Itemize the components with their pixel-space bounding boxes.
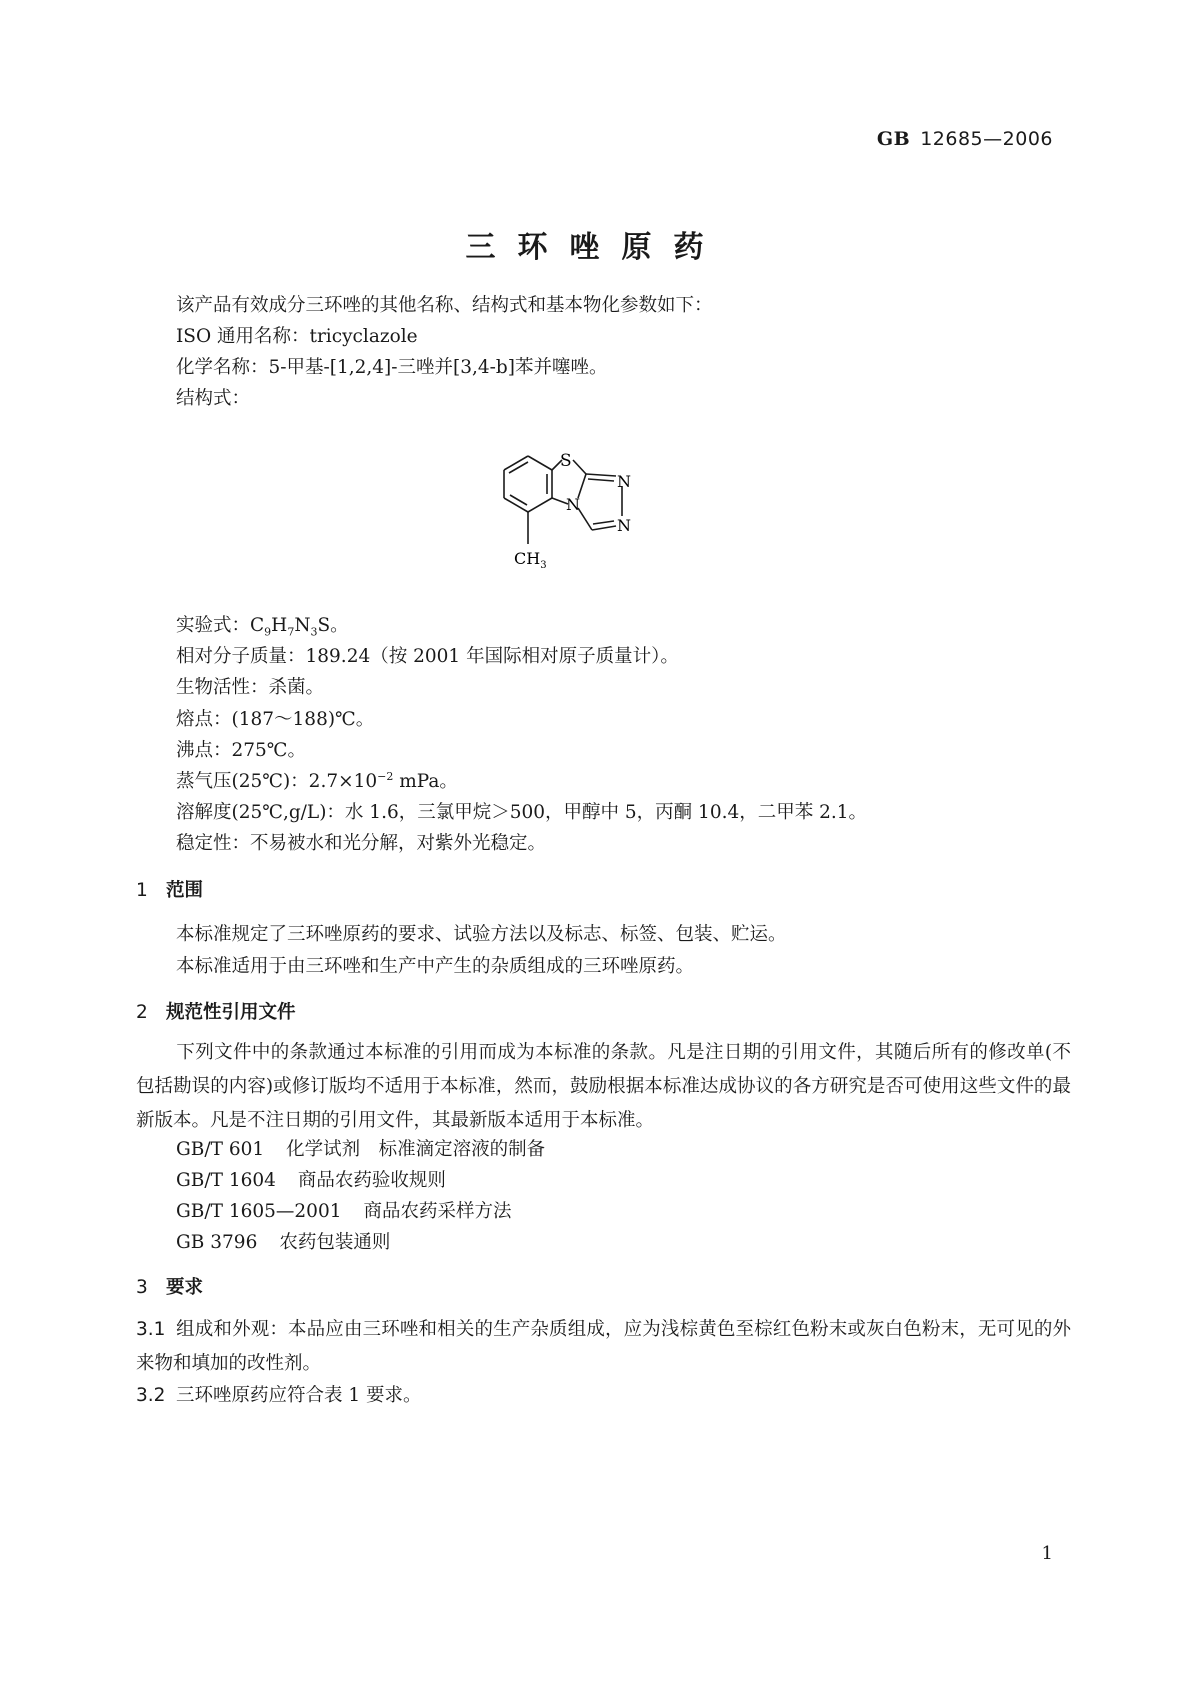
iso-name: ISO 通用名称：tricyclazole xyxy=(176,326,418,347)
section-2-heading: 2 规范性引用文件 xyxy=(136,1002,296,1023)
section-3-1: 3.1 组成和外观：本品应由三环唑和相关的生产杂质组成，应为浅棕黄色至棕红色粉末或灰白色粉末，无可见的外来物和填加的改性剂。 xyxy=(136,1319,1071,1374)
bioactivity: 生物活性：杀菌。 xyxy=(176,677,325,698)
intro-line: 该产品有效成分三环唑的其他名称、结构式和基本物化参数如下： xyxy=(176,295,713,316)
stability: 稳定性：不易被水和光分解，对紫外光稳定。 xyxy=(176,833,547,854)
reference-item: GB/T 1604 商品农药验收规则 xyxy=(176,1170,446,1191)
reference-item: GB/T 1605—2001 商品农药采样方法 xyxy=(176,1201,512,1222)
methyl-group: $CH_3$ xyxy=(514,549,547,571)
solubility: 溶解度(25℃,g/L)：水 1.6，三氯甲烷＞500，甲醇中 5，丙酮 10.4，二甲苯 2.1。 xyxy=(176,802,868,823)
melting-point: 熔点：(187～188)℃。 xyxy=(176,709,375,730)
molecular-mass: 相对分子质量：189.24（按 2001 年国际相对原子质量计）。 xyxy=(176,646,679,667)
atom-n3: N xyxy=(566,495,580,514)
page-number: 1 xyxy=(1041,1543,1053,1564)
standard-number xyxy=(877,128,1053,150)
section-1-heading: 1 范围 xyxy=(136,880,204,901)
section-3-2: 3.2 三环唑原药应符合表 1 要求。 xyxy=(136,1385,422,1406)
reference-item: GB 3796 农药包装通则 xyxy=(176,1232,391,1253)
atom-n2: N xyxy=(617,516,631,535)
section-1-para-2: 本标准适用于由三环唑和生产中产生的杂质组成的三环唑原药。 xyxy=(176,956,695,977)
chemical-name: 化学名称：5-甲基-[1,2,4]-三唑并[3,4-b]苯并噻唑。 xyxy=(176,357,608,378)
section-2-paragraph: 下列文件中的条款通过本标准的引用而成为本标准的条款。凡是注日期的引用文件，其随后所有的修改单(不包括勘误的内容)或修订版均不适用于本标准，然而，鼓励根据本标准达成协议的各方研究是否可使用这些文件的最新版本。凡是不注日期的引用文件，其最新版本适用于本标准。 xyxy=(136,1042,1071,1131)
empirical-formula: 实验式：$C_9H_7N_3S$。 xyxy=(176,615,349,639)
structural-formula xyxy=(480,440,680,580)
atom-s: S xyxy=(560,451,572,471)
reference-item: GB/T 601 化学试剂 标准滴定溶液的制备 xyxy=(176,1139,546,1160)
section-3-heading: 3 要求 xyxy=(136,1277,204,1298)
atom-n1: N xyxy=(617,472,631,491)
standard-prefix: GB xyxy=(876,128,911,150)
boiling-point: 沸点：275℃。 xyxy=(176,740,307,761)
vapor-pressure: 蒸气压(25℃)：$2.7\times 10^{-2}$ mPa。 xyxy=(176,769,458,792)
structure-label: 结构式： xyxy=(176,388,251,409)
section-1-para-1: 本标准规定了三环唑原药的要求、试验方法以及标志、标签、包装、贮运。 xyxy=(176,924,787,945)
standard-code: 12685—2006 xyxy=(920,128,1053,150)
page-title: 三环唑原药 xyxy=(465,230,726,265)
